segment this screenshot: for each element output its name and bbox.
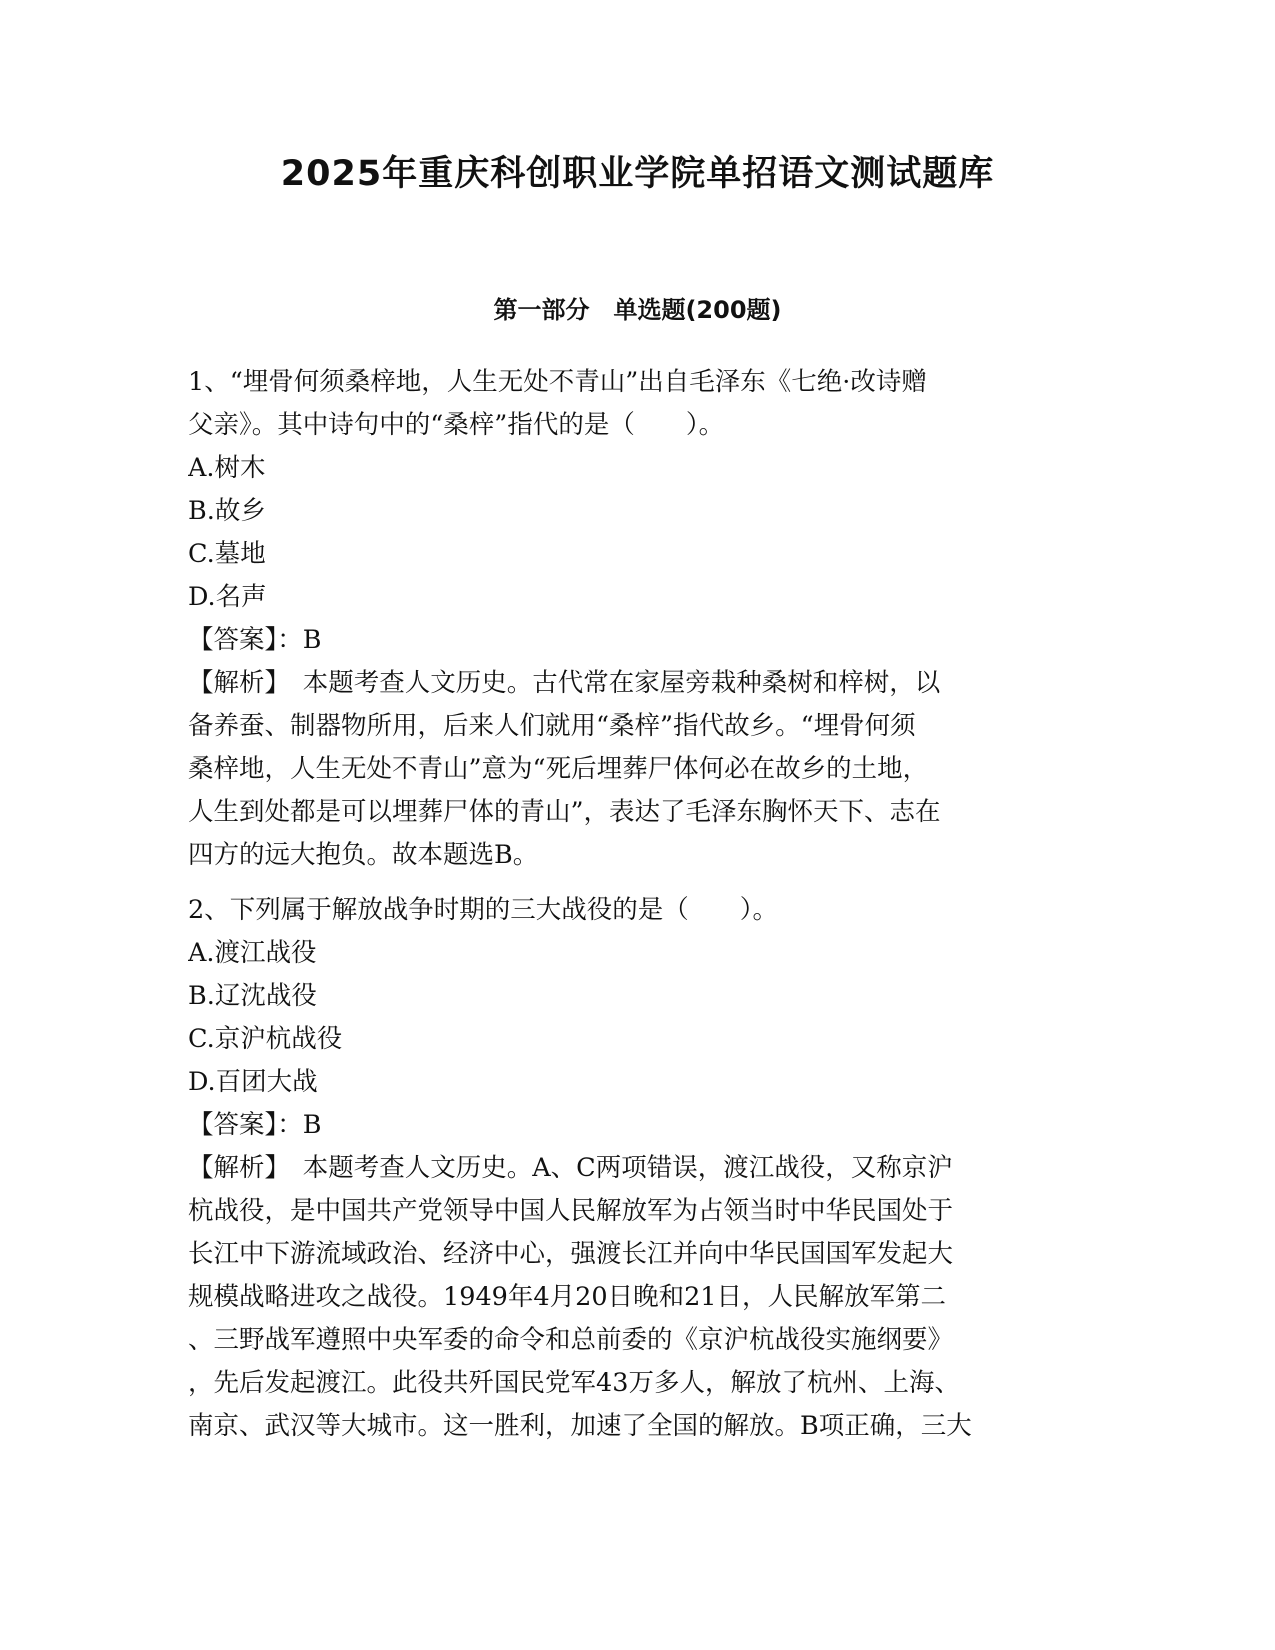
option-d: D.名声 [188, 582, 267, 612]
option-b: B.辽沈战役 [188, 981, 317, 1011]
analysis-text: 人生到处都是可以埋葬尸体的青山”，表达了毛泽东胸怀天下、志在 [188, 797, 941, 827]
option-b: B.故乡 [188, 496, 266, 526]
analysis-label: 【解析】 [188, 668, 303, 698]
question-stem-line: 父亲》。其中诗句中的“桑梓”指代的是（ ）。 [188, 410, 725, 440]
analysis-label: 【解析】 [188, 1153, 303, 1183]
option-c: C.墓地 [188, 539, 266, 569]
answer-value: B [302, 1110, 322, 1140]
analysis-text: 规模战略进攻之战役。1949年4月20日晚和21日，人民解放军第二 [188, 1282, 947, 1312]
question-1 [188, 361, 1088, 877]
analysis-text: 长江中下游流域政治、经济中心，强渡长江并向中华民国国军发起大 [188, 1239, 954, 1269]
answer-value: B [302, 625, 322, 655]
analysis-text: 桑梓地，人生无处不青山”意为“死后埋葬尸体何必在故乡的土地， [188, 754, 929, 784]
analysis-text: 南京、武汉等大城市。这一胜利，加速了全国的解放。B项正确，三大 [188, 1411, 972, 1441]
answer-label: 【答案】： [188, 1110, 303, 1140]
analysis-text: 本题考查人文历史。古代常在家屋旁栽种桑树和梓树，以 [302, 668, 941, 698]
answer-label: 【答案】： [188, 625, 303, 655]
option-c: C.京沪杭战役 [188, 1024, 343, 1054]
option-a: A.渡江战役 [188, 938, 317, 968]
analysis-line [188, 1147, 1088, 1190]
analysis-text: 四方的远大抱负。故本题选B。 [188, 840, 539, 870]
analysis-text: 、三野战军遵照中央军委的命令和总前委的《京沪杭战役实施纲要》 [188, 1325, 954, 1355]
option-a: A.树木 [188, 453, 266, 483]
analysis-text: ，先后发起渡江。此役共歼国民党军43万多人，解放了杭州、上海、 [188, 1368, 960, 1398]
question-2 [188, 889, 1088, 1448]
answer-line [188, 1104, 1088, 1147]
answer-line [188, 619, 1088, 662]
document-title: 2025年重庆科创职业学院单招语文测试题库 [280, 154, 995, 194]
question-list [188, 361, 1088, 1448]
section-title: 第一部分 单选题(200题) [493, 296, 782, 324]
option-d: D.百团大战 [188, 1067, 318, 1097]
question-stem-line: 1、“埋骨何须桑梓地，人生无处不青山”出自毛泽东《七绝·改诗赠 [188, 367, 927, 397]
analysis-text: 本题考查人文历史。A、C两项错误，渡江战役，又称京沪 [302, 1153, 953, 1183]
question-stem-line: 2、下列属于解放战争时期的三大战役的是（ ）。 [188, 895, 778, 925]
analysis-text: 杭战役，是中国共产党领导中国人民解放军为占领当时中华民国处于 [188, 1196, 954, 1226]
question-spacer [188, 877, 1088, 889]
analysis-text: 备养蚕、制器物所用，后来人们就用“桑梓”指代故乡。“埋骨何须 [188, 711, 916, 741]
analysis-line [188, 662, 1088, 705]
